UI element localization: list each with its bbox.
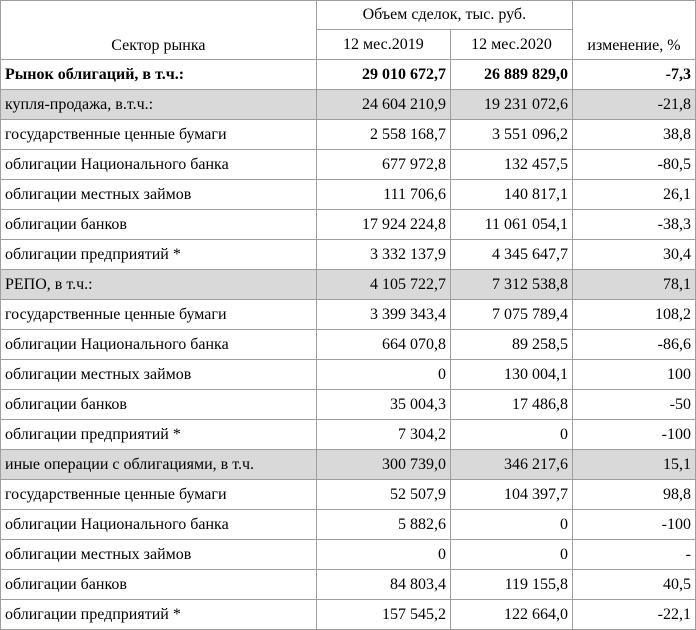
value-2019: 84 803,4 — [316, 570, 450, 600]
change-percent: -86,6 — [572, 330, 695, 360]
value-2020: 0 — [451, 510, 573, 540]
header-year-2020: 12 мес.2020 — [451, 30, 573, 60]
value-2019: 0 — [316, 360, 450, 390]
value-2019: 29 010 672,7 — [316, 60, 450, 90]
table-row — [1, 360, 696, 390]
table-row — [1, 240, 696, 270]
table-row — [1, 480, 696, 510]
change-percent: 38,8 — [572, 120, 695, 150]
change-percent: 15,1 — [572, 450, 695, 480]
row-label: облигации банков — [1, 390, 317, 420]
row-label: государственные ценные бумаги — [1, 480, 317, 510]
value-2020: 11 061 054,1 — [451, 210, 573, 240]
table-row — [1, 120, 696, 150]
table-row — [1, 390, 696, 420]
row-label: государственные ценные бумаги — [1, 120, 317, 150]
value-2020: 130 004,1 — [451, 360, 573, 390]
value-2019: 0 — [316, 540, 450, 570]
table-row — [1, 510, 696, 540]
row-label: облигации Национального банка — [1, 330, 317, 360]
value-2019: 111 706,6 — [316, 180, 450, 210]
row-label: облигации местных займов — [1, 180, 317, 210]
table-row — [1, 60, 696, 90]
row-label: иные операции с облигациями, в т.ч. — [1, 450, 317, 480]
row-label: облигации банков — [1, 210, 317, 240]
table-row — [1, 300, 696, 330]
row-label: облигации предприятий * — [1, 240, 317, 270]
table-row — [1, 270, 696, 300]
value-2020: 3 551 096,2 — [451, 120, 573, 150]
value-2020: 19 231 072,6 — [451, 90, 573, 120]
row-label: облигации местных займов — [1, 360, 317, 390]
value-2020: 104 397,7 — [451, 480, 573, 510]
value-2020: 119 155,8 — [451, 570, 573, 600]
value-2020: 140 817,1 — [451, 180, 573, 210]
value-2019: 24 604 210,9 — [316, 90, 450, 120]
header-change: изменение, % — [572, 1, 695, 60]
value-2020: 26 889 829,0 — [451, 60, 573, 90]
value-2020: 7 075 789,4 — [451, 300, 573, 330]
change-percent: 30,4 — [572, 240, 695, 270]
change-percent: -50 — [572, 390, 695, 420]
header-row — [1, 1, 696, 30]
table-row — [1, 420, 696, 450]
value-2020: 346 217,6 — [451, 450, 573, 480]
value-2019: 17 924 224,8 — [316, 210, 450, 240]
change-percent: 100 — [572, 360, 695, 390]
value-2019: 157 545,2 — [316, 600, 450, 630]
value-2019: 4 105 722,7 — [316, 270, 450, 300]
table-row — [1, 570, 696, 600]
value-2019: 677 972,8 — [316, 150, 450, 180]
change-percent: 26,1 — [572, 180, 695, 210]
change-percent: -38,3 — [572, 210, 695, 240]
table-row — [1, 210, 696, 240]
table-row — [1, 330, 696, 360]
table-row — [1, 450, 696, 480]
row-label: купля-продажа, в.т.ч.: — [1, 90, 317, 120]
table-row — [1, 150, 696, 180]
value-2020: 17 486,8 — [451, 390, 573, 420]
change-percent: -100 — [572, 510, 695, 540]
row-label: облигации Национального банка — [1, 510, 317, 540]
value-2019: 3 399 343,4 — [316, 300, 450, 330]
row-label: облигации предприятий * — [1, 420, 317, 450]
header-volume: Объем сделок, тыс. руб. — [316, 1, 572, 30]
value-2019: 664 070,8 — [316, 330, 450, 360]
change-percent: 98,8 — [572, 480, 695, 510]
row-label: облигации Национального банка — [1, 150, 317, 180]
value-2019: 2 558 168,7 — [316, 120, 450, 150]
row-label: государственные ценные бумаги — [1, 300, 317, 330]
value-2019: 7 304,2 — [316, 420, 450, 450]
change-percent: -22,1 — [572, 600, 695, 630]
value-2019: 3 332 137,9 — [316, 240, 450, 270]
value-2020: 7 312 538,8 — [451, 270, 573, 300]
row-label: облигации банков — [1, 570, 317, 600]
change-percent: 108,2 — [572, 300, 695, 330]
change-percent: 40,5 — [572, 570, 695, 600]
table-row — [1, 600, 696, 630]
value-2020: 4 345 647,7 — [451, 240, 573, 270]
row-label: РЕПО, в т.ч.: — [1, 270, 317, 300]
value-2019: 52 507,9 — [316, 480, 450, 510]
change-percent: -80,5 — [572, 150, 695, 180]
header-sector: Сектор рынка — [1, 1, 317, 60]
value-2020: 0 — [451, 540, 573, 570]
change-percent: -7,3 — [572, 60, 695, 90]
header-year-2019: 12 мес.2019 — [316, 30, 450, 60]
row-label: Рынок облигаций, в т.ч.: — [1, 60, 317, 90]
table-row — [1, 180, 696, 210]
value-2019: 35 004,3 — [316, 390, 450, 420]
row-label: облигации предприятий * — [1, 600, 317, 630]
change-percent: -100 — [572, 420, 695, 450]
change-percent: -21,8 — [572, 90, 695, 120]
value-2020: 0 — [451, 420, 573, 450]
value-2020: 132 457,5 — [451, 150, 573, 180]
value-2019: 300 739,0 — [316, 450, 450, 480]
value-2020: 89 258,5 — [451, 330, 573, 360]
table-row — [1, 540, 696, 570]
change-percent: - — [572, 540, 695, 570]
value-2019: 5 882,6 — [316, 510, 450, 540]
row-label: облигации местных займов — [1, 540, 317, 570]
value-2020: 122 664,0 — [451, 600, 573, 630]
table-row — [1, 90, 696, 120]
change-percent: 78,1 — [572, 270, 695, 300]
